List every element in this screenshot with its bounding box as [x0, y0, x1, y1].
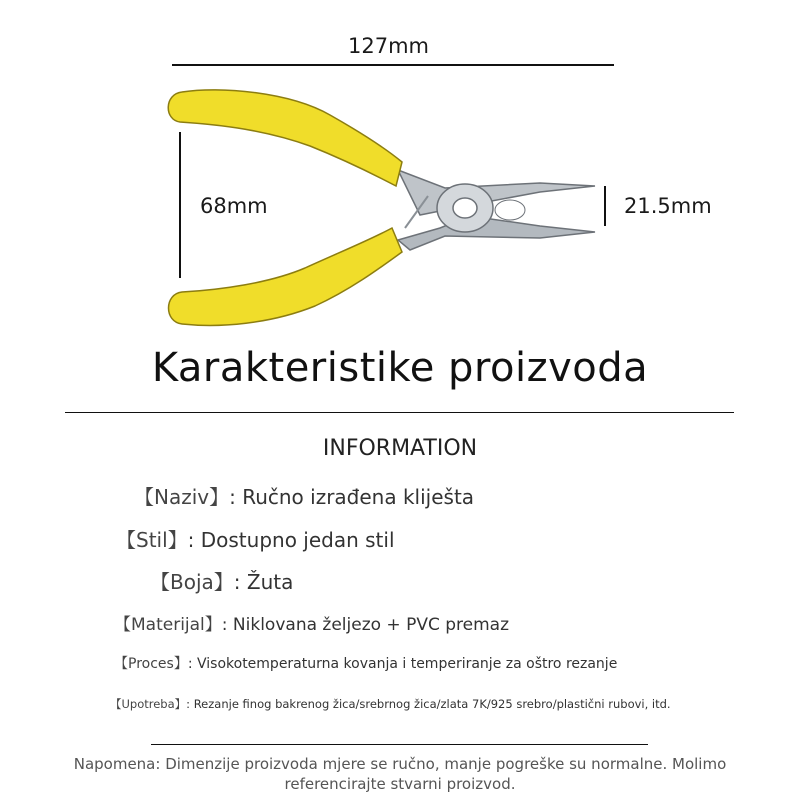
spec-value: : Dostupno jedan stil [187, 528, 395, 552]
spec-value: : Žuta [233, 570, 294, 594]
spec-row-stil [116, 524, 395, 553]
spec-row-naziv [134, 481, 474, 510]
height-line [179, 132, 181, 278]
page-title: Karakteristike proizvoda [151, 345, 649, 391]
info-heading: INFORMATION [322, 436, 478, 461]
length-label: 127mm [348, 34, 429, 58]
lower-handle [169, 228, 403, 325]
note-divider [151, 744, 648, 745]
height-label: 68mm [200, 194, 268, 218]
footnote: Napomena: Dimenzije proizvoda mjere se ručno, manje pogreške su normalne. Molimo referencirajte stvarni proizvod. [73, 755, 727, 793]
upper-handle [168, 90, 402, 186]
spec-row-materijal [114, 610, 509, 635]
spec-value: : Ručno izrađena kliješta [229, 485, 475, 509]
title-divider [65, 412, 734, 413]
spec-label: 【Proces】 [114, 656, 188, 672]
spec-label: 【Boja】 [150, 570, 234, 594]
spec-label: 【Naziv】 [134, 485, 230, 509]
pliers-jaws [398, 170, 595, 250]
spec-value: : Rezanje finog bakrenog žica/srebrnog žica/zlata 7K/925 srebro/plastični rubovi, itd. [186, 697, 671, 711]
spec-label: 【Stil】 [116, 528, 188, 552]
spec-value: : Niklovana željezo + PVC premaz [221, 615, 509, 635]
spec-row-upotreba [110, 696, 671, 712]
spec-row-boja [150, 566, 293, 595]
tip-label: 21.5mm [624, 194, 712, 218]
spec-label: 【Upotreba】 [110, 697, 187, 711]
spec-value: : Visokotemperaturna kovanja i temperiranje za oštro rezanje [187, 656, 618, 672]
tip-line [604, 186, 606, 226]
spec-label: 【Materijal】 [114, 615, 222, 635]
length-line [172, 64, 614, 66]
spec-row-proces [114, 653, 617, 673]
